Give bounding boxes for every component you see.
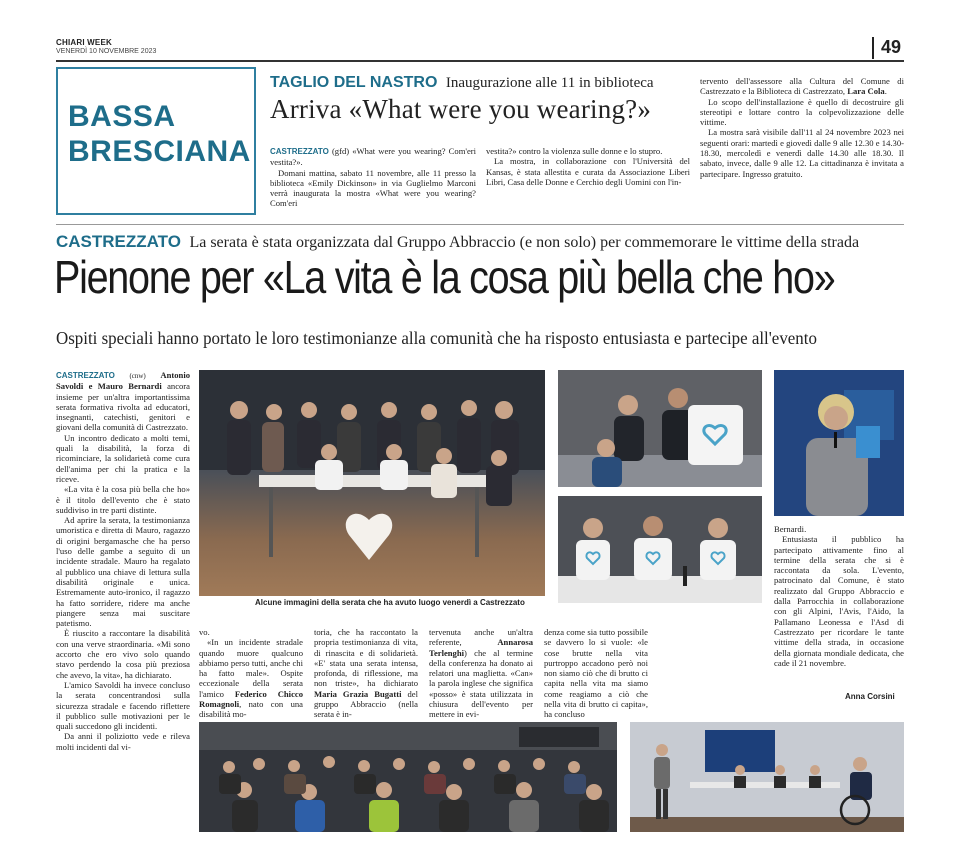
top-kicker-text: TAGLIO DEL NASTRO (270, 74, 438, 91)
top-col3-p2: Lo scopo dell'installazione è quello di decostruire gli stereotipi e lottare contro la colpevolizzazione delle vittime. (700, 96, 904, 128)
main-col3-name: Maria Grazia Bugatti (314, 688, 402, 699)
main-col1-p7: Da anni il poliziotto vede e rileva molti incidenti dal vi- (56, 731, 190, 752)
main-col1-byline: (cnw) (129, 372, 146, 380)
main-col2-p1: vo. (199, 627, 210, 637)
photo-stage-figures (630, 722, 904, 832)
photo-stage (630, 722, 904, 832)
photo-woman-figure (774, 370, 904, 516)
photo-audience-figures (199, 722, 617, 832)
photo-group-figures (199, 370, 545, 596)
main-col2-name: Federico Chicco Romagnoli (199, 688, 303, 710)
top-col2-p1: vestita?» contro la violenza sulle donne e lo stupro. (486, 146, 663, 156)
photo-speakers (558, 496, 762, 603)
main-kicker-text: CASTREZZATO (56, 232, 181, 251)
photo-woman-speaker (774, 370, 904, 516)
top-col3-name: Lara Cola (847, 86, 885, 97)
top-col1-place: CASTREZZATO (270, 147, 329, 156)
main-col4-p1-end: ) che al termine della conferenza ha donato ai relatori una maglietta. «Can» la parola inglese che significa «posso» è stata utilizzata in chiusura dell'evento per mettere in evi- (429, 647, 533, 720)
main-col2 (199, 627, 303, 720)
main-col6 (774, 524, 904, 668)
main-story-headline: Pienone per «La vita è la cosa più bella che ho» (54, 251, 835, 303)
main-col1-p2: Un incontro dedicato a molti temi, quali la disabilità, la forza di ricominciare, la solidarietà come cura dell'anima per chi la pratica e la riceve. (56, 432, 190, 484)
top-kicker-sub: Inaugurazione alle 11 in biblioteca (445, 75, 654, 91)
publication-date: VENERDÌ 10 NOVEMBRE 2023 (56, 48, 157, 55)
main-col4 (429, 627, 533, 720)
main-col3-p1-end: del gruppo Abbraccio (nella serata è in- (314, 688, 418, 720)
main-kicker-sub: La serata è stata organizzata dal Gruppo Abbraccio (e non solo) per commemorare le vittime della strada (189, 234, 860, 251)
top-story-col3 (700, 76, 904, 179)
main-col3 (314, 627, 418, 720)
photo-group (199, 370, 545, 596)
photo-shirt (558, 370, 762, 487)
main-col1-p3: «La vita è la cosa più bella che ho» è il titolo dell'evento che è stato suddiviso in tre parti distinte. (56, 484, 190, 515)
top-story-headline: Arriva «What were you wearing?» (270, 94, 652, 124)
main-col5-p1: denza come sia tutto possibile se davvero lo si vuole: «le cose brutte nella vita purtroppo accadono però noi non siamo ciò che di brutto ci capita nella vita ma siamo come reagiamo a ciò che nella vita di brutto ci capita», ha concluso (544, 627, 648, 720)
main-col3-p1: toria, che ha raccontato la propria testimonianza di vita, di rinascita e di solidarietà. «E' stata una serata intensa, profonda, di riflessione, ma non triste», ha dichiarato (314, 627, 418, 689)
main-col1-p1: ancora insieme per un'altra importantissima serata formativa rivolta ad educatori, insegnanti, catechisti, genitori e giovani della comunità di Castrezzato. (56, 381, 190, 433)
photo-speakers-figures (558, 496, 762, 603)
top-col3-p1-end: . (884, 86, 887, 97)
top-col3-p1: tervento dell'assessore alla Cultura del Comune di Castrezzato e la Biblioteca di Castrezzato, (700, 76, 904, 97)
top-col1-byline: (gfd) (331, 146, 350, 156)
top-story-col2 (486, 146, 690, 187)
main-col2-p2-end: , nato con una disabilità mo- (199, 699, 303, 720)
photo-audience (199, 722, 617, 832)
main-col4-name: Annarosa Terlenghi (429, 637, 533, 658)
main-col1-p4: Ad aprire la serata, la testimonianza umoristica e diretta di Mauro, ragazzo di origini bergamasche che ha perso l'uso delle gambe a seguito di un incidente stradale. Mauro ha regalato al pubblico una chiave di lettura sulla disabilità originale e unica. Estremamente auto-ironico, il ragazzo ha fatto sorridere, ridere ma anche piangere senza mai suscitare patetismo. (56, 515, 190, 629)
page-divider (872, 37, 874, 59)
publication-name: CHIARI WEEK (56, 38, 112, 47)
top-col2-p2: La mostra, in collaborazione con l'Università del Kansas, è stata allestita e curata da Associazione Liberi Libri, Casa delle Donne e Cerchio degli Uomini con l'in- (486, 156, 690, 187)
top-col1-p2: Domani mattina, sabato 11 novembre, alle 11 presso la biblioteca «Emily Dickinson» in via Guglielmo Marconi verrà inaugurata la mostra «What were you wearing? Com'eri (270, 167, 476, 209)
main-col2-p2: «In un incidente stradale quando muore qualcuno abbiamo perso tutti, anche chi ha fatto male». Ospite eccezionale della serata l'amico (199, 637, 303, 699)
main-col1-names: Antonio Savoldi e Mauro Bernardi (56, 370, 190, 392)
main-col5 (544, 627, 648, 720)
main-col1-p5: È riuscito a raccontare la disabilità con una verve straordinaria. «Mi sono accorto che ero vivo solo quando stavo perdendo la cosa più preziosa che avevo, la vita», ha dichiarato. (56, 628, 190, 680)
header-rule (56, 60, 904, 62)
section-rule (56, 224, 904, 225)
photo-caption: Alcune immagini della serata che ha avuto luogo venerdì a Castrezzato (255, 598, 525, 607)
main-story-kicker (56, 232, 859, 252)
main-col1-place: CASTREZZATO (56, 371, 115, 380)
top-story-kicker (270, 74, 654, 92)
photo-shirt-figures (558, 370, 762, 487)
page-number: 49 (881, 37, 902, 57)
main-col6-p1: Bernardi. (774, 524, 807, 534)
main-col1 (56, 370, 190, 752)
author: Anna Corsini (845, 692, 895, 701)
top-col3-p3: La mostra sarà visibile dall'11 al 24 novembre 2023 nei seguenti orari: martedì e giovedì dalle 9 alle 12.30 e 14.30-18.30, mercoledì e venerdì dalle 14.30 alle 18.30. Il sabato, invece, dalle 9 alle 12. La cittadinanza è invitata a partecipare. Ingresso gratuito. (700, 127, 904, 179)
section-label-line1: BASSA (68, 100, 176, 133)
main-col1-p6: L'amico Savoldi ha invece concluso la serata concentrandosi sulla sicurezza stradale e facendo riflettere il pubblico sulle motivazioni per le quali succedono gli incidenti. (56, 679, 190, 732)
top-col1-p1: «What were you wearing? Com'eri vestita?». (270, 146, 477, 168)
main-col4-p1: tervenuta anche un'altra referente, (429, 627, 533, 648)
top-story-col1 (270, 146, 476, 209)
main-story-subhead: Ospiti speciali hanno portato le loro testimonianze alla comunità che ha risposto entusiasta e partecipe all'evento (56, 328, 817, 348)
section-label-line2: BRESCIANA (68, 135, 251, 168)
main-col6-p2: Entusiasta il pubblico ha partecipato attivamente fino al termine della serata che si è raccontata da sola. L'evento, patrocinato dal Comune, è stato realizzato dal Gruppo Abbraccio e dalla Parrocchia in collaborazione con gli Alpini, l'Avis, l'Aido, la Pallamano Leonessa e l'Asd di Castrezzato per ricordare le tante vittime della strada, in occasione della giornata mondiale dedicata, che cade il 21 novembre. (774, 534, 904, 668)
